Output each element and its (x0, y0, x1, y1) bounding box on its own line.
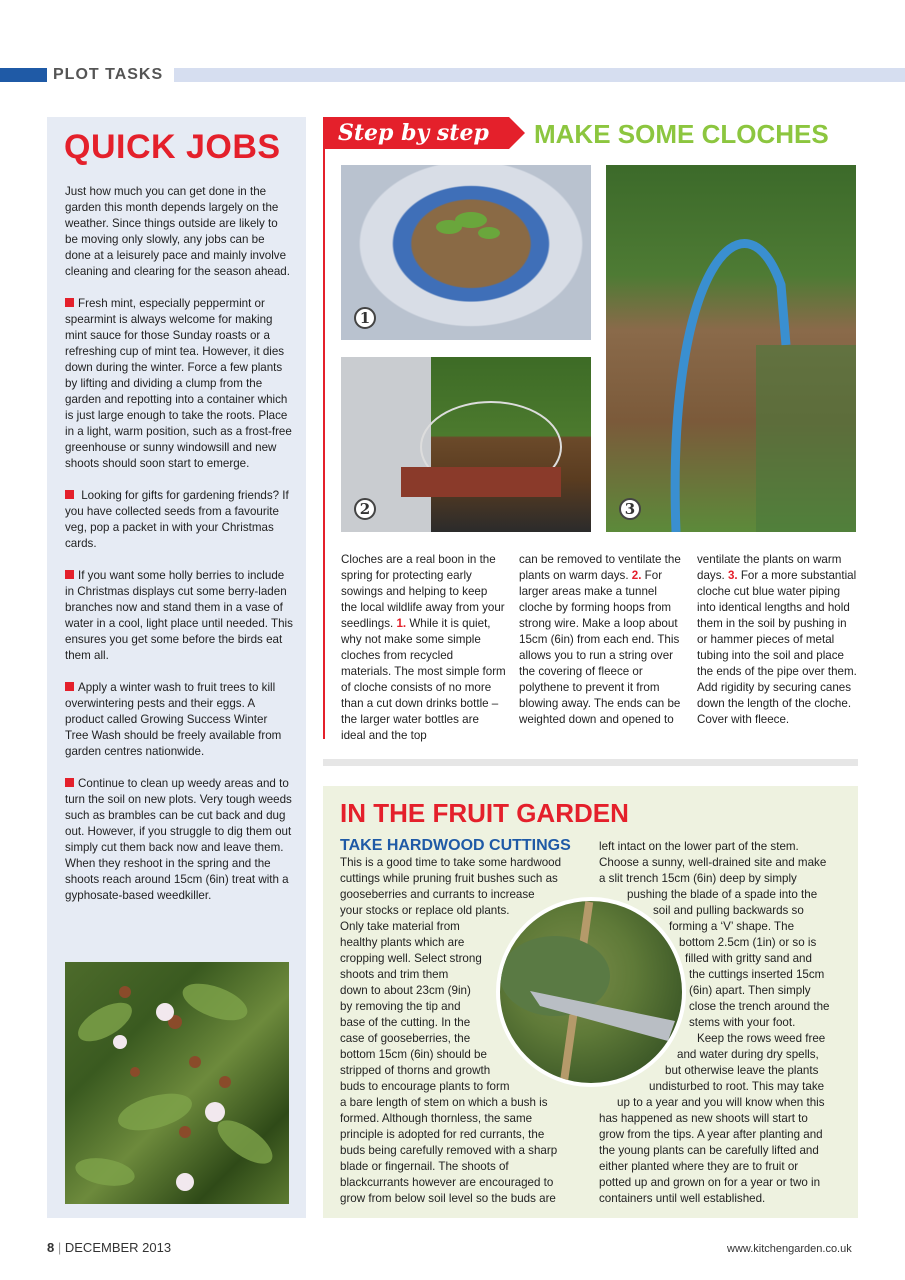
fruit-garden-line: Choose a sunny, well-drained site and make (599, 856, 827, 869)
cloches-column-3 (697, 552, 859, 728)
fruit-garden-line: either planted where they are to fruit or (599, 1160, 799, 1173)
fruit-garden-line: but otherwise leave the plants (665, 1064, 819, 1077)
bullet-icon (65, 490, 74, 499)
section-bar-right (174, 68, 905, 82)
step-number-2: 2 (354, 498, 376, 520)
bullet-icon (65, 682, 74, 691)
section-label: PLOT TASKS (53, 66, 164, 83)
seedling-illustration (341, 165, 591, 340)
fruit-garden-line: This is a good time to take some hardwood (340, 856, 562, 869)
cloches-heading: MAKE SOME CLOCHES (534, 119, 829, 149)
quick-jobs-item (65, 488, 293, 552)
fruit-garden-line: buds being carefully removed with a sharp (340, 1144, 558, 1157)
bramble-illustration (65, 962, 289, 1204)
fruit-garden-line: (6in) apart. Then simply (689, 984, 811, 997)
quick-jobs-item (65, 296, 293, 472)
quick-jobs-item-text: Continue to clean up weedy areas and to turn the soil on new plots. Very tough weeds such as brambles can be cut back and dug out. However, if you struggle to dig them out simply cut them back now and leave them. When they reshoot in the spring and the shoots reach around 15cm (6in) treat with a gyphosate-based weedkiller. (65, 777, 292, 902)
fruit-garden-line: healthy plants which are (340, 936, 465, 949)
hardwood-cuttings-subtitle: TAKE HARDWOOD CUTTINGS (340, 837, 571, 854)
bullet-icon (65, 298, 74, 307)
cloches-text: While it is quiet, why not make some simple cloches from recycled materials. The most simple form of cloche consists of no more than a cut down drinks bottle – the larger water bottles are ideal and the top (341, 617, 506, 742)
fruit-garden-line: soil and pulling backwards so (653, 904, 804, 917)
fruit-garden-line: the cuttings inserted 15cm (689, 968, 825, 981)
quick-jobs-item-text: Looking for gifts for gardening friends? If you have collected seeds from a favourite veg, pop a packet in with your Christmas cards. (65, 489, 289, 550)
fruit-garden-line: potted up and grown on for a year or two in (599, 1176, 821, 1189)
fruit-garden-line: up to a year and you will know when this (617, 1096, 825, 1109)
step-ref-2: 2. (631, 569, 642, 582)
fruit-garden-line: grow from below soil level so the buds are (340, 1192, 556, 1205)
footer-separator: | (57, 1240, 62, 1255)
step-number-1: 1 (354, 307, 376, 329)
step-number-3: 3 (619, 498, 641, 520)
fruit-garden-line: formed. Although thornless, the same (340, 1112, 533, 1125)
page-footer (47, 1240, 171, 1256)
fruit-garden-line: blade or fingernail. The shoots of (340, 1160, 509, 1173)
step-by-step-rule (323, 117, 325, 739)
quick-jobs-item (65, 776, 293, 904)
fruit-garden-line: your stocks or replace old plants. (340, 904, 510, 917)
fruit-garden-line: gooseberries and currants to increase (340, 888, 535, 901)
fruit-garden-line: undisturbed to root. This may take (649, 1080, 825, 1093)
fruit-garden-line: stripped of thorns and growth (340, 1064, 491, 1077)
fruit-garden-line: case of gooseberries, the (340, 1032, 471, 1045)
fruit-garden-line: and water during dry spells, (677, 1048, 819, 1061)
fruit-garden-line: blackcurrants however are encouraged to (340, 1176, 554, 1189)
fruit-garden-line: containers until well established. (599, 1192, 766, 1205)
fruit-garden-line: close the trench around the (689, 1000, 830, 1013)
section-bar-left (0, 68, 47, 82)
fruit-garden-line: bottom 2.5cm (1in) or so is (679, 936, 817, 949)
quick-jobs-title: QUICK JOBS (64, 128, 281, 166)
quick-jobs-intro: Just how much you can get done in the garden this month depends largely on the weather. Since things outside are likely to be moving only slowly, any jobs can be done at a leisurely pace and mainly involve cleaning and clearing for the season ahead. (65, 185, 290, 278)
fruit-garden-line: shoots and trim them (340, 968, 449, 981)
fruit-garden-line: the young plants can be carefully lifted and (599, 1144, 819, 1157)
quick-jobs-item (65, 568, 293, 664)
fruit-garden-line: cuttings while pruning fruit bushes such as (340, 872, 558, 885)
cloches-text: can be removed to ventilate the plants on warm days. (519, 553, 681, 582)
fruit-garden-line: bottom 15cm (6in) should be (340, 1048, 487, 1061)
cloches-text: ventilate the plants on warm days. (697, 553, 842, 582)
wire-hoop-illustration (341, 357, 591, 532)
cloches-text: Cloches are a real boon in the spring for protecting early sowings and helping to keep the local wildlife away from your seedlings. (341, 553, 505, 630)
knife-cutting-illustration (500, 901, 686, 1087)
cloches-column-1 (341, 552, 506, 744)
cloche-photo-2 (341, 357, 591, 532)
fruit-garden-line: a bare length of stem on which a bush is (340, 1096, 548, 1109)
bullet-icon (65, 778, 74, 787)
cloches-column-2 (519, 552, 682, 728)
fruit-garden-title: IN THE FRUIT GARDEN (340, 798, 629, 828)
fruit-garden-line: by removing the tip and (340, 1000, 461, 1013)
cloches-text: For a more substantial cloche cut blue water piping into identical lengths and hold them in the soil by pushing in or hammer pieces of metal tubing into the soil and place the ends of the pipe over them. Add rigidity by securing canes down the length of the cloche. Cover with fleece. (697, 569, 857, 726)
fruit-garden-line: stems with your foot. (689, 1016, 796, 1029)
fruit-garden-line: Only take material from (340, 920, 460, 933)
quick-jobs-item-text: Apply a winter wash to fruit trees to kill overwintering pests and their eggs. A product called Growing Success Winter Tree Wash should be freely available from garden centres nationwide. (65, 681, 282, 758)
step-ref-3: 3. (727, 569, 738, 582)
cutting-photo (496, 897, 686, 1087)
quick-jobs-item (65, 680, 293, 760)
fruit-garden-line: pushing the blade of a spade into the (627, 888, 818, 901)
website-url: www.kitchengarden.co.uk (727, 1243, 852, 1255)
fruit-garden-line: buds to encourage plants to form (340, 1080, 510, 1093)
fruit-garden-line: Keep the rows weed free (697, 1032, 826, 1045)
fruit-garden-line: base of the cutting. In the (340, 1016, 471, 1029)
fruit-garden-line: cropping well. Select strong (340, 952, 482, 965)
cloche-photo-3 (606, 165, 856, 532)
quick-jobs-item-text: Fresh mint, especially peppermint or spearmint is always welcome for making mint sauce for those Sunday roasts or a refreshing cup of mint tea. However, it dies down during the winter. Force a few plants by lifting and dividing a clump from the garden and repotting into a container which is just large enough to take the roots. Place in a light, warm position, such as a frost-free greenhouse or sunny windowsill and new shoots should soon start to emerge. (65, 297, 292, 470)
blue-pipe-illustration (606, 165, 856, 532)
fruit-garden-line: left intact on the lower part of the stem. (599, 840, 799, 853)
step-by-step-label: Step by step (338, 120, 489, 146)
fruit-garden-line: forming a ‘V’ shape. The (669, 920, 795, 933)
fruit-garden-line: a slit trench 15cm (6in) deep by simply (599, 872, 797, 885)
bullet-icon (65, 570, 74, 579)
bramble-photo (65, 962, 289, 1204)
fruit-garden-line: down to about 23cm (9in) (340, 984, 471, 997)
step-ref-1: 1. (396, 617, 407, 630)
fruit-garden-line: has happened as new shoots will start to (599, 1112, 808, 1125)
fruit-garden-line: principle is adopted for red currants, the (340, 1128, 545, 1141)
cloches-text: For larger areas make a tunnel cloche by forming hoops from strong wire. Make a loop about 15cm (6in) from each end. This allows you to run a string over the covering of fleece or polythene to prevent it from blowing away. The ends can be weighted down and opened to (519, 569, 681, 726)
quick-jobs-item-text: If you want some holly berries to include in Christmas displays cut some berry-laden branches now and stand them in a vase of water in a cool, light place until needed. This ensures you get some before the birds eat them all. (65, 569, 293, 662)
fruit-garden-line: grow from the tips. A year after planting and (599, 1128, 823, 1141)
section-divider (323, 759, 858, 766)
fruit-garden-line: filled with gritty sand and (685, 952, 812, 965)
page-number: 8 (47, 1240, 55, 1255)
quick-jobs-body (65, 184, 293, 920)
cloche-photo-1 (341, 165, 591, 340)
issue-date: DECEMBER 2013 (64, 1240, 172, 1255)
